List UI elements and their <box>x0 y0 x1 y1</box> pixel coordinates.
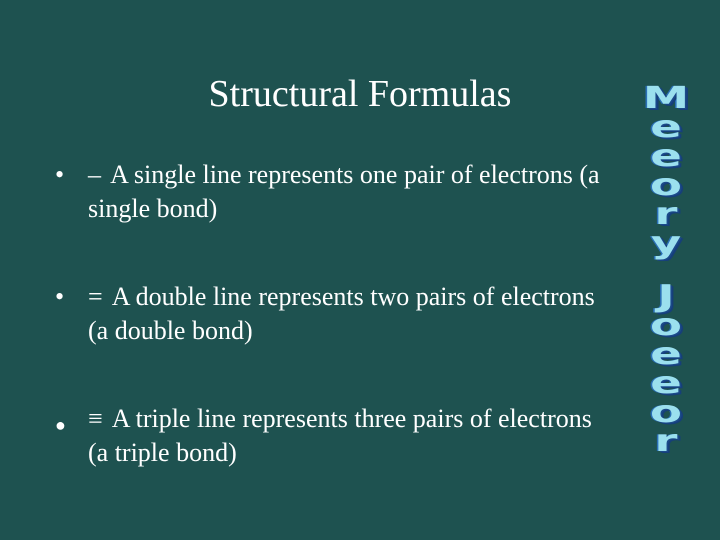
wordart-letter: e <box>650 337 682 372</box>
wordart-letter: M <box>642 81 690 116</box>
bullet-item-single-bond <box>55 158 615 226</box>
wordart-word-2 <box>626 279 707 459</box>
bullet-item-triple-bond <box>55 402 615 470</box>
wordart-letter: e <box>650 110 682 145</box>
single-bond-symbol: – <box>88 160 101 189</box>
bullet-text: A triple line represents three pairs of electrons (a triple bond) <box>88 404 592 467</box>
wordart-letter: o <box>650 395 682 430</box>
wordart-letter: r <box>654 424 678 459</box>
bullet-item-double-bond <box>55 280 615 348</box>
bullet-marker: • <box>55 160 65 189</box>
bullet-marker: • <box>55 282 65 311</box>
wordart-letter: J <box>657 279 675 314</box>
wordart-letter: o <box>650 168 682 203</box>
wordart-letter: r <box>654 197 678 232</box>
wordart-letter: o <box>650 308 682 343</box>
triple-bond-symbol: ≡ <box>88 404 103 433</box>
wordart-letter: y <box>650 226 682 261</box>
wordart-word-1 <box>626 81 707 261</box>
slide-title: Structural Formulas <box>208 73 512 115</box>
double-bond-symbol: = <box>88 282 103 311</box>
bullet-text: A single line represents one pair of electrons (a single bond) <box>88 160 600 223</box>
bullet-text: A double line represents two pairs of electrons (a double bond) <box>88 282 595 345</box>
wordart-letter: e <box>650 139 682 174</box>
bullet-list <box>55 158 615 470</box>
bullet-marker: ● <box>55 415 66 435</box>
wordart-letter: e <box>650 366 682 401</box>
